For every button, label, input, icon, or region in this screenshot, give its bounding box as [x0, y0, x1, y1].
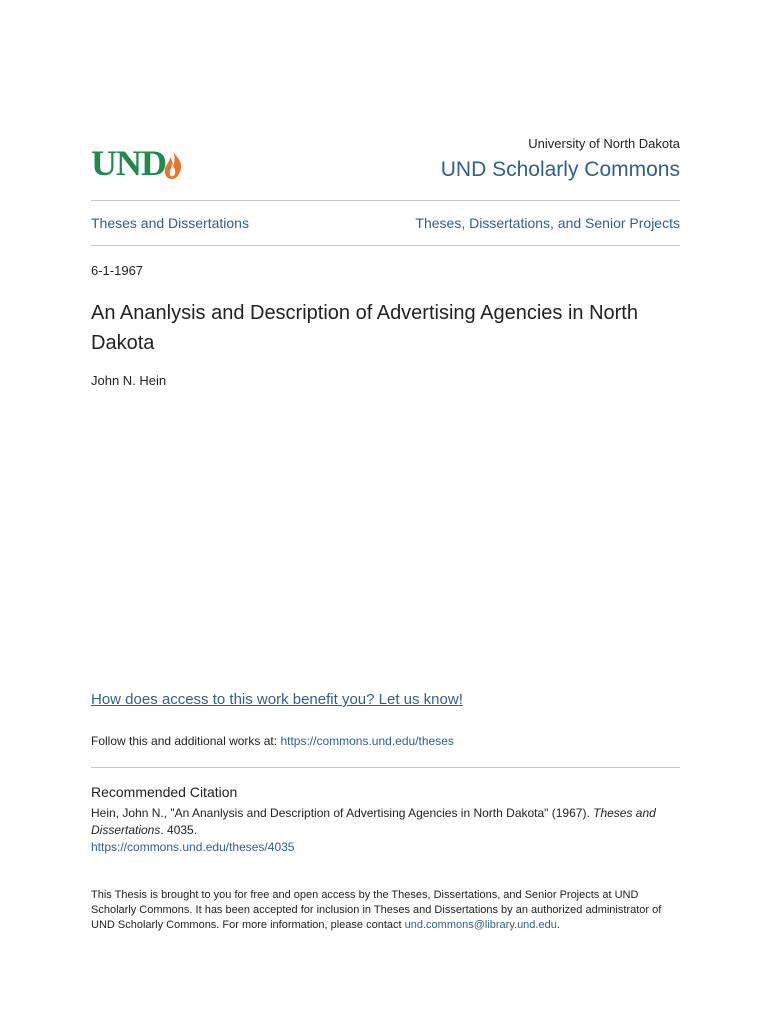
- divider-citation: [91, 767, 680, 768]
- divider-breadcrumb: [91, 245, 680, 246]
- divider-top: [91, 200, 680, 201]
- flame-icon: [162, 150, 184, 180]
- publication-date: 6-1-1967: [91, 263, 144, 278]
- breadcrumb-collection-link[interactable]: Theses, Dissertations, and Senior Projects: [415, 215, 680, 231]
- header: [91, 136, 680, 186]
- access-notice-end: .: [556, 919, 560, 931]
- citation-number: . 4035.: [160, 823, 198, 837]
- document-title: An Ananlysis and Description of Advertising Agencies in North Dakota: [91, 302, 638, 354]
- site-name-link[interactable]: UND Scholarly Commons: [440, 158, 680, 181]
- citation-body: Hein, John N., "An Ananlysis and Description of Advertising Agencies in North Dakota" (1967).: [91, 806, 594, 820]
- breadcrumb-theses-link[interactable]: Theses and Dissertations: [91, 215, 249, 231]
- follow-prefix: Follow this and additional works at:: [91, 734, 281, 748]
- citation-url-link[interactable]: https://commons.und.edu/theses/4035: [91, 840, 295, 854]
- contact-email-link[interactable]: und.commons@library.und.edu: [404, 919, 557, 931]
- author-name: John N. Hein: [91, 373, 167, 388]
- citation-text: [91, 805, 683, 856]
- access-notice: [91, 888, 683, 933]
- citation-heading: Recommended Citation: [91, 784, 238, 800]
- theses-url-link[interactable]: https://commons.und.edu/theses: [280, 734, 454, 748]
- access-notice-text: This Thesis is brought to you for free and open access by the Theses, Dissertations, and Senior Projects at UND Scholarly Commons. It has been accepted for inclusion in Theses and Dissertations by an authorized administrator of UND Scholarly Commons. For more information, please contact: [91, 889, 662, 931]
- university-name: University of North Dakota: [528, 136, 680, 151]
- logo-text: UND: [91, 143, 166, 183]
- und-logo[interactable]: [91, 143, 184, 183]
- citation-series: Theses and Dissertations: [91, 806, 656, 837]
- follow-line: [91, 734, 454, 748]
- feedback-link[interactable]: How does access to this work benefit you? Let us know!: [91, 691, 463, 708]
